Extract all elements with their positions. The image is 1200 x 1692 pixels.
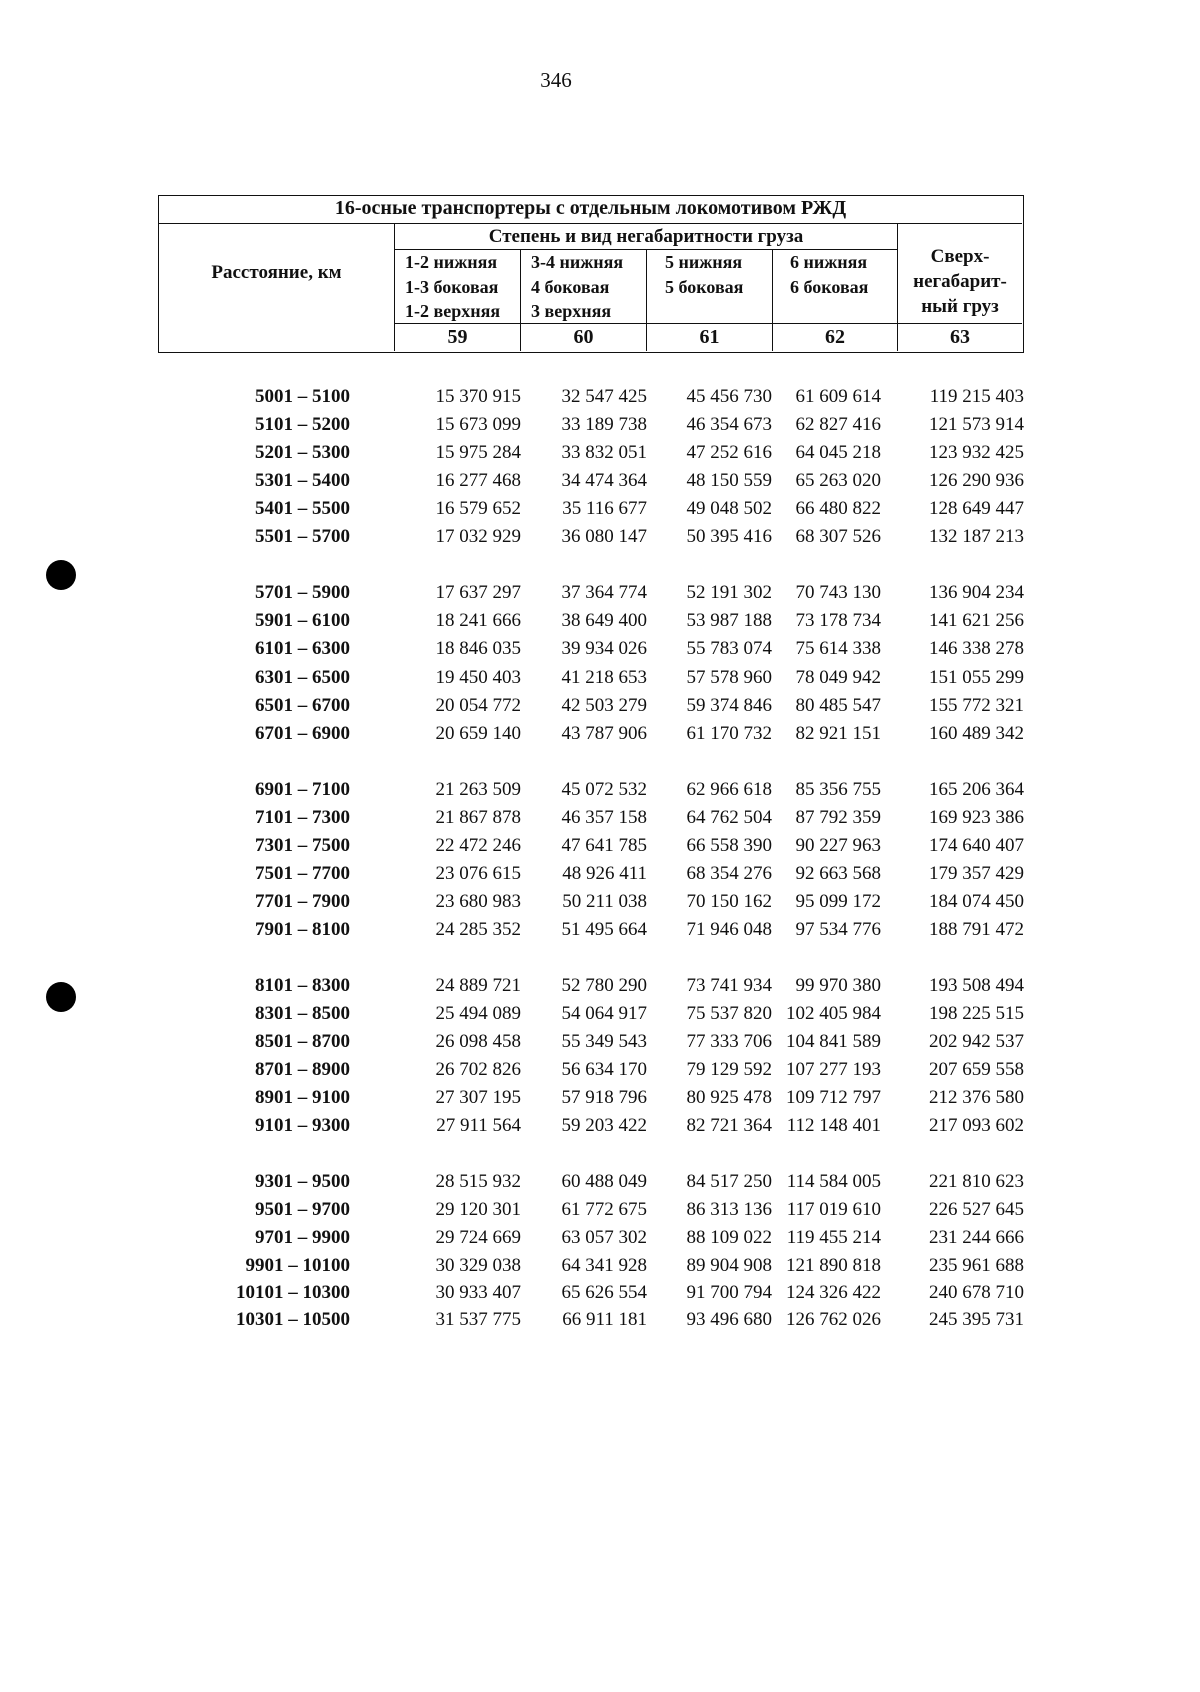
distance-cell: 8301 – 8500 xyxy=(255,1003,350,1024)
value-cell-60: 38 649 400 xyxy=(561,610,647,632)
distance-cell: 7301 – 7500 xyxy=(255,834,350,856)
table-row xyxy=(0,805,1112,831)
value-cell-59: 15 370 915 xyxy=(435,386,521,407)
value-cell-61: 48 150 559 xyxy=(686,470,772,492)
sub-header-line: 4 боковая xyxy=(531,276,610,297)
column-number-59: 59 xyxy=(395,324,521,351)
value-cell-60: 60 488 049 xyxy=(561,1171,647,1193)
value-cell-59: 17 637 297 xyxy=(435,582,521,604)
value-cell-62: 66 480 822 xyxy=(795,498,881,520)
value-cell-62: 99 970 380 xyxy=(795,974,881,996)
binder-hole xyxy=(46,560,76,590)
table-row xyxy=(0,917,1112,943)
value-cell-59: 27 911 564 xyxy=(436,1115,521,1137)
value-cell-59: 17 032 929 xyxy=(435,526,521,548)
value-cell-60: 42 503 279 xyxy=(561,694,647,716)
value-cell-60: 64 341 928 xyxy=(561,1255,647,1277)
value-cell-62: 78 049 942 xyxy=(795,666,881,688)
table-row xyxy=(0,1085,1112,1111)
value-cell-61: 70 150 162 xyxy=(686,890,772,912)
value-cell-62: 82 921 151 xyxy=(795,722,881,744)
value-cell-63: 160 489 342 xyxy=(929,722,1024,744)
value-cell-63: 231 244 666 xyxy=(929,1227,1024,1249)
value-cell-63: 240 678 710 xyxy=(929,1281,1024,1303)
distance-cell: 8701 – 8900 xyxy=(255,1059,350,1081)
value-cell-63: 126 290 936 xyxy=(929,470,1024,492)
value-cell-62: 92 663 568 xyxy=(795,862,881,884)
value-cell-59: 16 579 652 xyxy=(435,498,521,520)
value-cell-60: 34 474 364 xyxy=(561,470,647,492)
sub-header-line: 6 нижняя xyxy=(790,252,868,272)
value-cell-63: 226 527 645 xyxy=(929,1199,1024,1221)
value-cell-60: 39 934 026 xyxy=(561,638,647,660)
distance-cell: 5201 – 5300 xyxy=(255,442,350,464)
value-cell-61: 47 252 616 xyxy=(686,442,772,464)
value-cell-60: 56 634 170 xyxy=(561,1059,647,1081)
value-cell-63: 155 772 321 xyxy=(929,694,1024,716)
distance-cell: 5101 – 5200 xyxy=(255,414,350,436)
distance-cell: 7501 – 7700 xyxy=(255,862,350,884)
value-cell-59: 15 673 099 xyxy=(435,414,521,436)
value-cell-62: 87 792 359 xyxy=(795,806,881,828)
value-cell-63: 151 055 299 xyxy=(929,666,1024,688)
value-cell-61: 84 517 250 xyxy=(686,1171,772,1193)
value-cell-63: 128 649 447 xyxy=(929,498,1024,520)
distance-cell: 9901 – 10100 xyxy=(245,1255,350,1277)
binder-hole xyxy=(46,982,76,1012)
sub-header-line: 1-2 нижняя xyxy=(405,252,498,272)
value-cell-60: 55 349 543 xyxy=(561,1031,647,1052)
value-cell-61: 59 374 846 xyxy=(686,694,772,716)
value-cell-61: 50 395 416 xyxy=(686,526,772,548)
value-cell-62: 126 762 026 xyxy=(786,1308,881,1330)
value-cell-61: 53 987 188 xyxy=(686,610,772,632)
value-cell-61: 71 946 048 xyxy=(686,918,772,940)
table-row xyxy=(0,412,1112,438)
value-cell-61: 80 925 478 xyxy=(686,1087,772,1109)
value-cell-63: 221 810 623 xyxy=(929,1171,1024,1193)
value-cell-59: 15 975 284 xyxy=(435,442,521,464)
value-cell-61: 79 129 592 xyxy=(686,1059,772,1081)
value-cell-61: 61 170 732 xyxy=(686,722,772,744)
table-row xyxy=(0,889,1112,915)
table-row xyxy=(0,1057,1112,1083)
value-cell-61: 86 313 136 xyxy=(686,1199,772,1221)
distance-cell: 5001 – 5100 xyxy=(255,386,350,407)
value-cell-59: 24 889 721 xyxy=(435,974,521,996)
sub-header-line: 5 боковая xyxy=(665,276,744,297)
value-cell-61: 75 537 820 xyxy=(686,1003,772,1024)
value-cell-61: 62 966 618 xyxy=(686,778,772,800)
value-cell-60: 57 918 796 xyxy=(561,1087,647,1109)
table-row xyxy=(0,580,1112,606)
oversize-header-line: Сверх- xyxy=(930,246,990,267)
value-cell-63: 184 074 450 xyxy=(929,890,1024,912)
value-cell-61: 64 762 504 xyxy=(686,806,772,828)
value-cell-60: 46 357 158 xyxy=(561,806,647,828)
distance-cell: 7901 – 8100 xyxy=(255,918,350,940)
distance-cell: 6701 – 6900 xyxy=(255,722,350,744)
value-cell-60: 50 211 038 xyxy=(562,890,647,912)
value-cell-61: 73 741 934 xyxy=(686,974,772,996)
value-cell-60: 45 072 532 xyxy=(561,778,647,800)
value-cell-60: 59 203 422 xyxy=(561,1115,647,1137)
value-cell-63: 146 338 278 xyxy=(929,638,1024,660)
table-row xyxy=(0,496,1112,522)
value-cell-61: 55 783 074 xyxy=(686,638,772,660)
page-number: 346 xyxy=(540,68,572,92)
value-cell-59: 25 494 089 xyxy=(435,1003,521,1024)
value-cell-59: 16 277 468 xyxy=(435,470,521,492)
value-cell-61: 82 721 364 xyxy=(686,1115,772,1137)
value-cell-63: 132 187 213 xyxy=(929,526,1024,548)
value-cell-62: 114 584 005 xyxy=(786,1171,881,1193)
value-cell-63: 207 659 558 xyxy=(929,1059,1024,1081)
degree-header: Степень и вид негабаритности груза xyxy=(395,224,898,250)
value-cell-60: 61 772 675 xyxy=(561,1199,647,1221)
value-cell-61: 66 558 390 xyxy=(686,834,772,856)
value-cell-59: 21 867 878 xyxy=(435,806,521,828)
table-row xyxy=(0,1113,1112,1139)
table-row xyxy=(0,721,1112,747)
value-cell-62: 107 277 193 xyxy=(786,1059,881,1081)
sub-header-61 xyxy=(647,250,773,324)
distance-cell: 5301 – 5400 xyxy=(255,470,350,492)
value-cell-62: 62 827 416 xyxy=(795,414,881,436)
value-cell-60: 41 218 653 xyxy=(561,666,647,688)
distance-cell: 6301 – 6500 xyxy=(255,666,350,688)
distance-cell: 8101 – 8300 xyxy=(255,974,350,996)
distance-cell: 7701 – 7900 xyxy=(255,890,350,912)
distance-cell: 6101 – 6300 xyxy=(255,638,350,660)
value-cell-59: 20 659 140 xyxy=(435,722,521,744)
value-cell-59: 18 846 035 xyxy=(435,638,521,660)
value-cell-60: 51 495 664 xyxy=(561,918,647,940)
value-cell-60: 33 189 738 xyxy=(561,414,647,436)
table-row xyxy=(0,384,1112,410)
value-cell-63: 212 376 580 xyxy=(929,1087,1024,1109)
table-row xyxy=(0,693,1112,719)
sub-header-line: 1-3 боковая xyxy=(405,276,499,297)
value-cell-61: 57 578 960 xyxy=(686,666,772,688)
sub-header-60 xyxy=(521,250,647,324)
value-cell-63: 165 206 364 xyxy=(929,778,1024,800)
value-cell-62: 104 841 589 xyxy=(786,1031,881,1052)
value-cell-60: 54 064 917 xyxy=(561,1003,647,1024)
sub-header-line: 3 верхняя xyxy=(531,301,612,321)
value-cell-63: 123 932 425 xyxy=(929,442,1024,464)
table-row xyxy=(0,777,1112,803)
value-cell-63: 235 961 688 xyxy=(929,1255,1024,1277)
value-cell-63: 217 093 602 xyxy=(929,1115,1024,1137)
value-cell-63: 119 215 403 xyxy=(929,386,1024,407)
value-cell-60: 33 832 051 xyxy=(561,442,647,464)
distance-cell: 8501 – 8700 xyxy=(255,1031,350,1052)
value-cell-59: 20 054 772 xyxy=(435,694,521,716)
value-cell-59: 23 076 615 xyxy=(435,862,521,884)
value-cell-62: 64 045 218 xyxy=(795,442,881,464)
value-cell-62: 124 326 422 xyxy=(786,1281,881,1303)
distance-cell: 9501 – 9700 xyxy=(255,1199,350,1221)
value-cell-62: 97 534 776 xyxy=(795,918,881,940)
value-cell-60: 47 641 785 xyxy=(561,834,647,856)
sub-header-line: 5 нижняя xyxy=(665,252,743,272)
value-cell-61: 88 109 022 xyxy=(686,1227,772,1249)
value-cell-59: 29 120 301 xyxy=(435,1199,521,1221)
column-number-61: 61 xyxy=(647,324,773,351)
sub-header-62 xyxy=(773,250,898,324)
value-cell-61: 49 048 502 xyxy=(686,498,772,520)
distance-cell: 8901 – 9100 xyxy=(255,1087,350,1109)
table-title: 16-осные транспортеры с отдельным локомотивом РЖД xyxy=(159,196,1022,224)
table-row xyxy=(0,1029,1112,1055)
value-cell-60: 48 926 411 xyxy=(562,862,647,884)
oversize-header-line: ный груз xyxy=(921,296,999,317)
table-row xyxy=(0,608,1112,634)
value-cell-60: 52 780 290 xyxy=(561,974,647,996)
value-cell-59: 18 241 666 xyxy=(435,610,521,632)
value-cell-62: 73 178 734 xyxy=(795,610,881,632)
column-number-60: 60 xyxy=(521,324,647,351)
sub-header-line: 3-4 нижняя xyxy=(531,252,624,272)
distance-cell: 5701 – 5900 xyxy=(255,582,350,604)
value-cell-59: 31 537 775 xyxy=(435,1308,521,1330)
value-cell-62: 112 148 401 xyxy=(786,1115,881,1137)
value-cell-62: 121 890 818 xyxy=(786,1255,881,1277)
distance-cell: 6901 – 7100 xyxy=(255,778,350,800)
value-cell-59: 24 285 352 xyxy=(435,918,521,940)
value-cell-61: 46 354 673 xyxy=(686,414,772,436)
value-cell-62: 68 307 526 xyxy=(795,526,881,548)
value-cell-60: 65 626 554 xyxy=(561,1281,647,1303)
distance-cell: 10101 – 10300 xyxy=(236,1281,350,1303)
value-cell-59: 21 263 509 xyxy=(435,778,521,800)
column-number-63: 63 xyxy=(950,326,970,348)
distance-cell: 7101 – 7300 xyxy=(255,806,350,828)
value-cell-61: 77 333 706 xyxy=(686,1031,772,1052)
value-cell-61: 93 496 680 xyxy=(686,1308,772,1330)
value-cell-63: 169 923 386 xyxy=(929,806,1024,828)
table-row xyxy=(0,1169,1112,1195)
value-cell-62: 80 485 547 xyxy=(795,694,881,716)
value-cell-63: 179 357 429 xyxy=(929,862,1024,884)
value-cell-59: 30 933 407 xyxy=(435,1281,521,1303)
distance-cell: 10301 – 10500 xyxy=(236,1308,350,1330)
value-cell-63: 198 225 515 xyxy=(929,1003,1024,1024)
value-cell-60: 43 787 906 xyxy=(561,722,647,744)
table-row xyxy=(0,440,1112,466)
table-row xyxy=(0,1001,1112,1027)
value-cell-60: 36 080 147 xyxy=(561,526,647,548)
value-cell-60: 37 364 774 xyxy=(561,582,647,604)
table-header xyxy=(158,195,1024,353)
value-cell-59: 26 702 826 xyxy=(435,1059,521,1081)
value-cell-62: 102 405 984 xyxy=(786,1003,881,1024)
table-row xyxy=(0,1280,1112,1306)
sub-header-line: 6 боковая xyxy=(790,276,869,297)
table-row xyxy=(0,1307,1112,1333)
value-cell-60: 63 057 302 xyxy=(561,1227,647,1249)
distance-cell: 9701 – 9900 xyxy=(255,1227,350,1249)
value-cell-62: 75 614 338 xyxy=(795,638,881,660)
value-cell-63: 121 573 914 xyxy=(929,414,1024,436)
table-row xyxy=(0,833,1112,859)
oversize-header-line: негабарит- xyxy=(913,271,1007,292)
value-cell-60: 66 911 181 xyxy=(562,1308,647,1330)
value-cell-62: 85 356 755 xyxy=(795,778,881,800)
value-cell-62: 119 455 214 xyxy=(786,1227,881,1249)
value-cell-59: 19 450 403 xyxy=(435,666,521,688)
value-cell-59: 22 472 246 xyxy=(435,834,521,856)
value-cell-62: 117 019 610 xyxy=(786,1199,881,1221)
value-cell-62: 65 263 020 xyxy=(795,470,881,492)
distance-cell: 9101 – 9300 xyxy=(255,1115,350,1137)
value-cell-59: 29 724 669 xyxy=(435,1227,521,1249)
value-cell-62: 61 609 614 xyxy=(795,386,881,407)
value-cell-61: 45 456 730 xyxy=(686,386,772,407)
value-cell-63: 136 904 234 xyxy=(929,582,1024,604)
table-row xyxy=(0,636,1112,662)
distance-cell: 6501 – 6700 xyxy=(255,694,350,716)
value-cell-61: 68 354 276 xyxy=(686,862,772,884)
oversize-header xyxy=(898,224,1022,324)
table-row xyxy=(0,1197,1112,1223)
sub-header-line: 1-2 верхняя xyxy=(405,301,501,321)
table-row xyxy=(0,1225,1112,1251)
table-row xyxy=(0,524,1112,550)
value-cell-62: 90 227 963 xyxy=(795,834,881,856)
value-cell-63: 202 942 537 xyxy=(929,1031,1024,1052)
sub-header-59 xyxy=(395,250,521,324)
value-cell-59: 28 515 932 xyxy=(435,1171,521,1193)
value-cell-62: 95 099 172 xyxy=(795,890,881,912)
column-number-62: 62 xyxy=(773,324,898,351)
value-cell-61: 91 700 794 xyxy=(686,1281,772,1303)
value-cell-63: 141 621 256 xyxy=(929,610,1024,632)
value-cell-63: 174 640 407 xyxy=(929,834,1024,856)
value-cell-63: 193 508 494 xyxy=(929,974,1024,996)
table-row xyxy=(0,1253,1112,1279)
value-cell-63: 188 791 472 xyxy=(929,918,1024,940)
table-row xyxy=(0,973,1112,999)
distance-header: Расстояние, км xyxy=(159,224,395,351)
value-cell-59: 27 307 195 xyxy=(435,1087,521,1109)
value-cell-61: 89 904 908 xyxy=(686,1255,772,1277)
table-row xyxy=(0,861,1112,887)
table-row xyxy=(0,468,1112,494)
distance-cell: 5401 – 5500 xyxy=(255,498,350,520)
value-cell-62: 109 712 797 xyxy=(786,1087,881,1109)
value-cell-61: 52 191 302 xyxy=(686,582,772,604)
distance-cell: 5501 – 5700 xyxy=(255,526,350,548)
value-cell-62: 70 743 130 xyxy=(795,582,881,604)
value-cell-63: 245 395 731 xyxy=(929,1308,1024,1330)
value-cell-60: 35 116 677 xyxy=(562,498,647,520)
value-cell-60: 32 547 425 xyxy=(561,386,647,407)
table-row xyxy=(0,665,1112,691)
value-cell-59: 26 098 458 xyxy=(435,1031,521,1052)
distance-cell: 9301 – 9500 xyxy=(255,1171,350,1193)
value-cell-59: 30 329 038 xyxy=(435,1255,521,1277)
distance-cell: 5901 – 6100 xyxy=(255,610,350,632)
value-cell-59: 23 680 983 xyxy=(435,890,521,912)
